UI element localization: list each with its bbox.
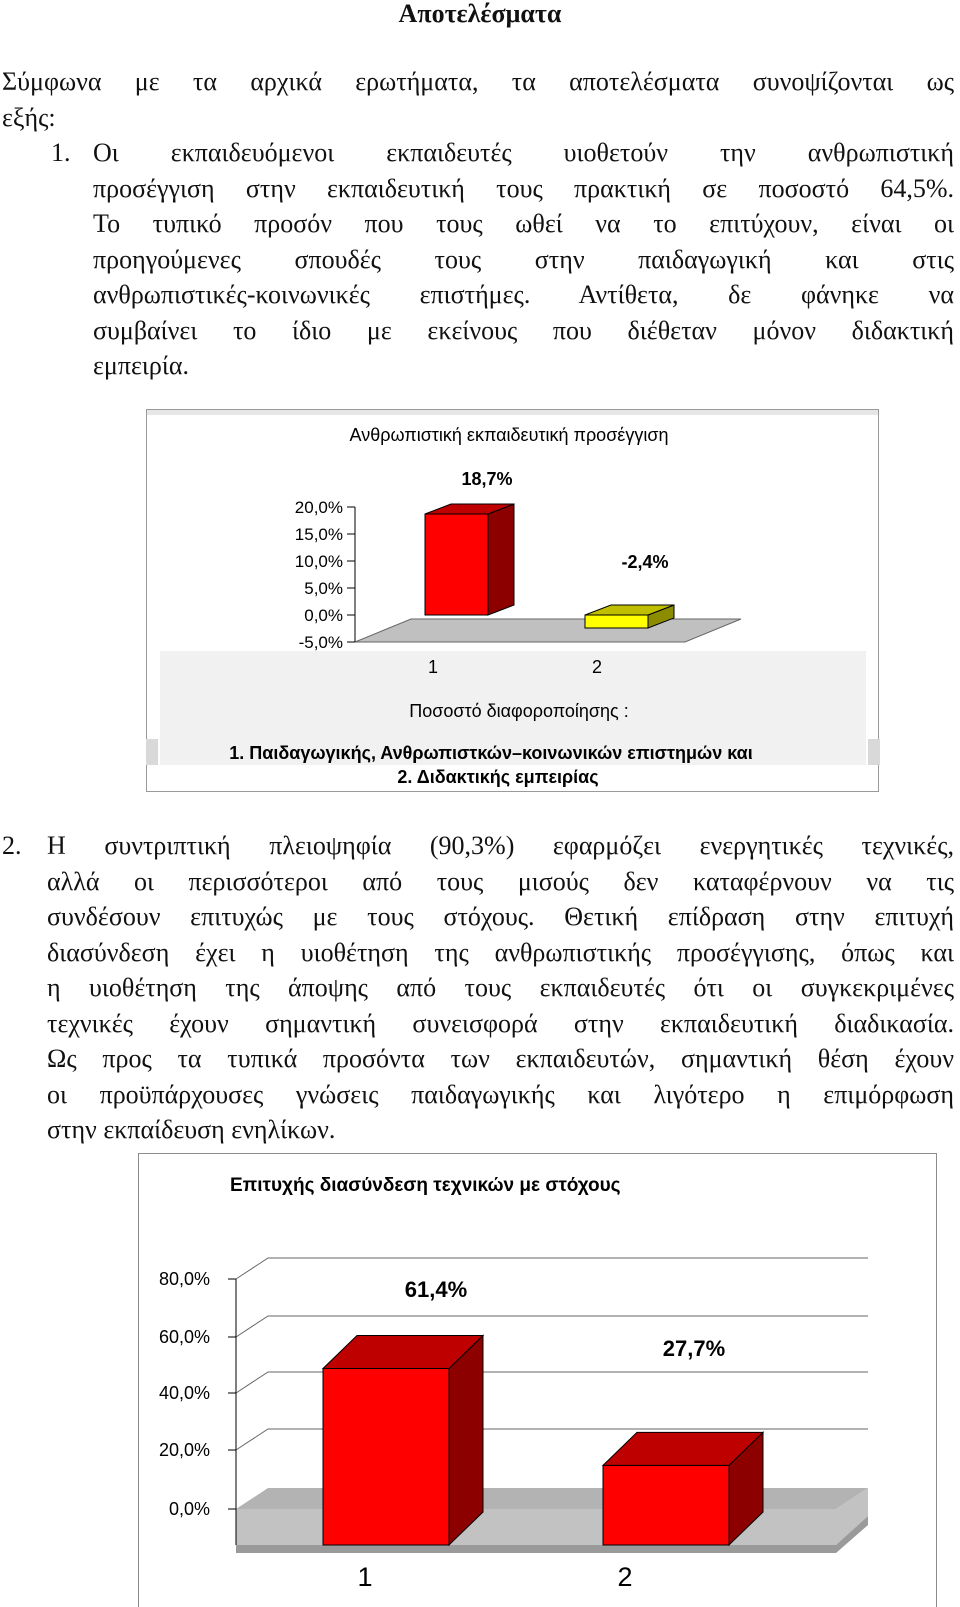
text-line: τεχνικές έχουν σημαντική συνεισφορά στην εκπαιδευτική διαδικασία.: [47, 1008, 954, 1038]
data-label: 27,7%: [662, 1336, 726, 1361]
chart-title: Ανθρωπιστική εκπαιδευτική προσέγγιση: [349, 425, 669, 445]
intro-paragraph: [2, 64, 954, 135]
bar-front: [323, 1368, 449, 1545]
text-line: Το τυπικό προσόν που τους ωθεί να το επιτύχουν, είναι οι: [93, 209, 954, 238]
x-tick-label: 1: [427, 657, 439, 677]
text-line: συνδέσουν επιτυχώς με τους στόχους. Θετική επίδραση στην επιτυχή: [47, 902, 954, 931]
bar-front: [425, 514, 488, 615]
page-title: Αποτελέσματα: [398, 0, 562, 28]
chart-title: Επιτυχής διασύνδεση τεχνικών με στόχους: [230, 1175, 621, 1196]
y-tick-label: 20,0%: [158, 1440, 210, 1460]
y-tick-label: 15,0%: [294, 525, 343, 544]
bar: [425, 504, 514, 615]
text-line: εμπειρία.: [93, 351, 189, 380]
x-tick-label: 2: [591, 657, 603, 677]
chart-caption: 1. Παιδαγωγικής, Ανθρωπιστκών–κοινωνικών επιστημών και: [229, 743, 753, 763]
data-label: 18,7%: [461, 469, 513, 489]
chart-technique-goal-linkage: [138, 1153, 938, 1607]
text-line: οι προϋπάρχουσες γνώσεις παιδαγωγικής και λιγότερο η επιμόρφωση: [47, 1079, 954, 1109]
text-line: διασύνδεση έχει η υιοθέτηση της ανθρωπιστικής προσέγγισης, όπως και: [47, 937, 954, 967]
text-line: Ως προς τα τυπικά προσόντα των εκπαιδευτών, σημαντική θέση έχουν: [47, 1044, 954, 1073]
text-line: στην εκπαίδευση ενηλίκων.: [47, 1115, 336, 1144]
y-tick-label: 20,0%: [294, 498, 343, 517]
bar: [323, 1335, 483, 1545]
chart-bevel: [147, 410, 878, 415]
y-tick-label: 10,0%: [294, 552, 343, 571]
text-line: Οι εκπαιδευόμενοι εκπαιδευτές υιοθετούν την ανθρωπιστική: [93, 138, 954, 167]
list-number: 1.: [51, 138, 71, 167]
text-line: συμβαίνει το ίδιο με εκείνους που διέθεταν μόνον διδακτική: [93, 315, 954, 345]
bar: [603, 1432, 763, 1545]
bar-front: [603, 1465, 729, 1545]
y-tick-label: 5,0%: [304, 579, 343, 598]
bar-front: [585, 615, 648, 628]
chart-floor: [355, 619, 741, 642]
data-label: -2,4%: [621, 552, 669, 572]
chart-caption: 2. Διδακτικής εμπειρίας: [397, 767, 599, 787]
y-tick-label: -5,0%: [298, 633, 343, 652]
text-line: εξής:: [2, 102, 56, 132]
x-tick-label: 1: [357, 1562, 373, 1592]
y-tick-label: 60,0%: [158, 1327, 210, 1347]
y-tick-label: 40,0%: [158, 1383, 210, 1403]
list-item-1: [93, 135, 954, 384]
chart-edge-shade: [146, 739, 158, 765]
text-line: προσέγγιση στην εκπαιδευτική τους πρακτική σε ποσοστό 64,5%.: [93, 173, 954, 203]
y-tick-label: 0,0%: [168, 1499, 210, 1519]
text-line: ανθρωπιστικές-κοινωνικές επιστήμες. Αντίθετα, δε φάνηκε να: [93, 280, 954, 309]
chart-humanistic-approach: [146, 409, 880, 793]
text-line: Σύμφωνα με τα αρχικά ερωτήματα, τα αποτελέσματα συνοψίζονται ως: [2, 67, 954, 96]
chart-edge-shade: [868, 739, 880, 765]
text-line: προηγούμενες σπουδές τους στην παιδαγωγική και στις: [93, 244, 954, 274]
list-item-2: [47, 828, 954, 1148]
list-number: 2.: [2, 831, 22, 860]
bar-side: [449, 1335, 483, 1545]
text-line: η υιοθέτηση της άποψης από τους εκπαιδευτές ότι οι συγκεκριμένες: [47, 973, 954, 1002]
bar-side: [488, 504, 514, 615]
x-axis-label: Ποσοστό διαφοροποίησης :: [409, 701, 629, 721]
y-tick-label: 0,0%: [304, 606, 343, 625]
data-label: 61,4%: [404, 1277, 468, 1302]
x-tick-label: 2: [617, 1562, 633, 1592]
text-line: αλλά οι περισσότεροι από τους μισούς δεν καταφέρνουν να τις: [47, 866, 954, 896]
y-tick-label: 80,0%: [158, 1269, 210, 1289]
text-line: Η συντριπτική πλειοψηφία (90,3%) εφαρμόζει ενεργητικές τεχνικές,: [47, 831, 954, 860]
